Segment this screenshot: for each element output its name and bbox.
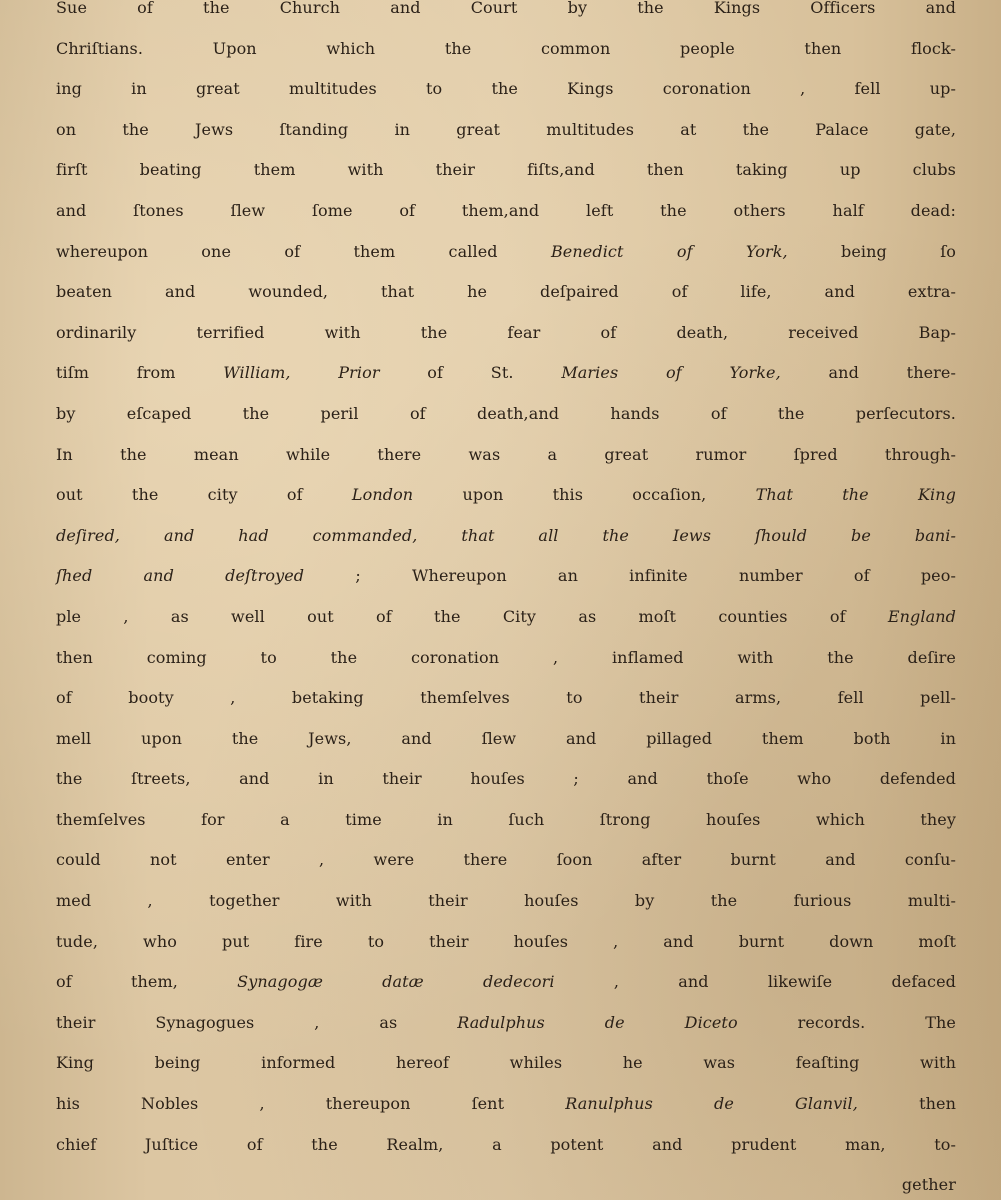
italic-text: England	[887, 606, 956, 626]
text-segment: Sue of the Church and Court by the Kings Officers and	[56, 0, 956, 17]
text-segment: In the mean while there was a great rumor ſpred through-	[56, 444, 956, 464]
text-segment: King being informed hereof whiles he was feaſting with	[56, 1053, 956, 1073]
text-segment: of booty , betaking themſelves to their arms, fell pell-	[56, 688, 956, 708]
text-segment: being ſo	[787, 241, 956, 261]
text-line	[56, 516, 956, 557]
text-line	[56, 962, 956, 1003]
page-text	[56, 0, 956, 1200]
text-line	[56, 110, 956, 151]
text-segment: , and likewiſe defaced	[554, 972, 957, 992]
text-segment: of them,	[56, 972, 238, 992]
text-segment: the ſtreets, and in their houſes ; and thoſe who defended	[56, 769, 956, 789]
text-line	[56, 69, 956, 110]
text-line	[56, 881, 956, 922]
text-line	[56, 29, 956, 70]
text-line	[56, 800, 956, 841]
italic-text: ſhed and deſtroyed	[56, 566, 305, 586]
text-line	[56, 678, 956, 719]
text-segment: then	[857, 1094, 957, 1114]
text-line	[56, 1165, 956, 1200]
text-segment: ple , as well out of the City as moſt counties of	[56, 606, 888, 626]
text-line	[56, 191, 956, 232]
italic-text: William, Prior	[223, 363, 380, 383]
text-segment: his Nobles , thereupon ſent	[56, 1094, 566, 1114]
text-segment: of St.	[379, 363, 562, 383]
text-segment: gether	[901, 1175, 956, 1195]
text-segment: by eſcaped the peril of death,and hands of the perſecutors.	[56, 403, 956, 423]
text-segment: records. The	[737, 1012, 956, 1032]
text-segment: tiſm from	[56, 363, 224, 383]
text-line	[56, 840, 956, 881]
text-line	[56, 556, 956, 597]
text-segment: firſt beating them with their fiſts,and then taking up clubs	[56, 160, 956, 180]
text-segment: out the city of	[56, 485, 352, 505]
text-segment: themſelves for a time in ſuch ſtrong houſes which they	[56, 809, 956, 829]
italic-text: London	[351, 485, 414, 505]
italic-text: That the King	[755, 485, 956, 505]
text-line	[56, 150, 956, 191]
text-segment: ing in great multitudes to the Kings coronation , fell up-	[56, 79, 956, 99]
italic-text: deſired, and had commanded, that all the Iews ſhould be bani-	[56, 525, 956, 545]
text-segment: whereupon one of them called	[56, 241, 551, 261]
text-line	[56, 922, 956, 963]
text-segment: on the Jews ſtanding in great multitudes at the Palace gate,	[56, 119, 956, 139]
text-line	[56, 1084, 956, 1125]
italic-text: Radulphus de Diceto	[457, 1012, 738, 1032]
text-segment: mell upon the Jews, and ſlew and pillaged them both in	[56, 728, 956, 748]
text-line	[56, 1003, 956, 1044]
text-segment: beaten and wounded, that he deſpaired of life, and extra-	[56, 282, 956, 302]
text-segment: and there-	[780, 363, 956, 383]
text-segment: Chriſtians. Upon which the common people then flock-	[56, 38, 956, 58]
text-line	[56, 394, 956, 435]
italic-text: Benedict of York,	[550, 241, 788, 261]
text-line	[56, 597, 956, 638]
text-segment: upon this occaſion,	[413, 485, 756, 505]
text-segment: chief Juſtice of the Realm, a potent and prudent man, to-	[56, 1134, 956, 1154]
text-line	[56, 638, 956, 679]
text-line	[56, 313, 956, 354]
text-line	[56, 1043, 956, 1084]
text-segment: then coming to the coronation , inflamed with the deſire	[56, 647, 956, 667]
text-segment: tude, who put fire to their houſes , and burnt down moſt	[56, 931, 956, 951]
text-line	[56, 435, 956, 476]
italic-text: Ranulphus de Glanvil,	[565, 1094, 858, 1114]
text-line	[56, 353, 956, 394]
text-line	[56, 719, 956, 760]
text-segment: ; Whereupon an infinite number of peo-	[304, 566, 956, 586]
italic-text: Maries of Yorke,	[561, 363, 781, 383]
text-segment: could not enter , were there ſoon after burnt and conſu-	[56, 850, 956, 870]
text-segment: and ſtones ſlew ſome of them,and left the others half dead:	[56, 200, 956, 220]
text-line	[56, 0, 956, 29]
text-segment: med , together with their houſes by the furious multi-	[56, 891, 956, 911]
text-line	[56, 1125, 956, 1166]
text-line	[56, 272, 956, 313]
text-segment: their Synagogues , as	[56, 1012, 458, 1032]
text-line	[56, 475, 956, 516]
text-line	[56, 232, 956, 273]
text-segment: ordinarily terrified with the fear of death, received Bap-	[56, 322, 956, 342]
text-line	[56, 759, 956, 800]
italic-text: Synagogæ datæ dedecori	[237, 972, 555, 992]
